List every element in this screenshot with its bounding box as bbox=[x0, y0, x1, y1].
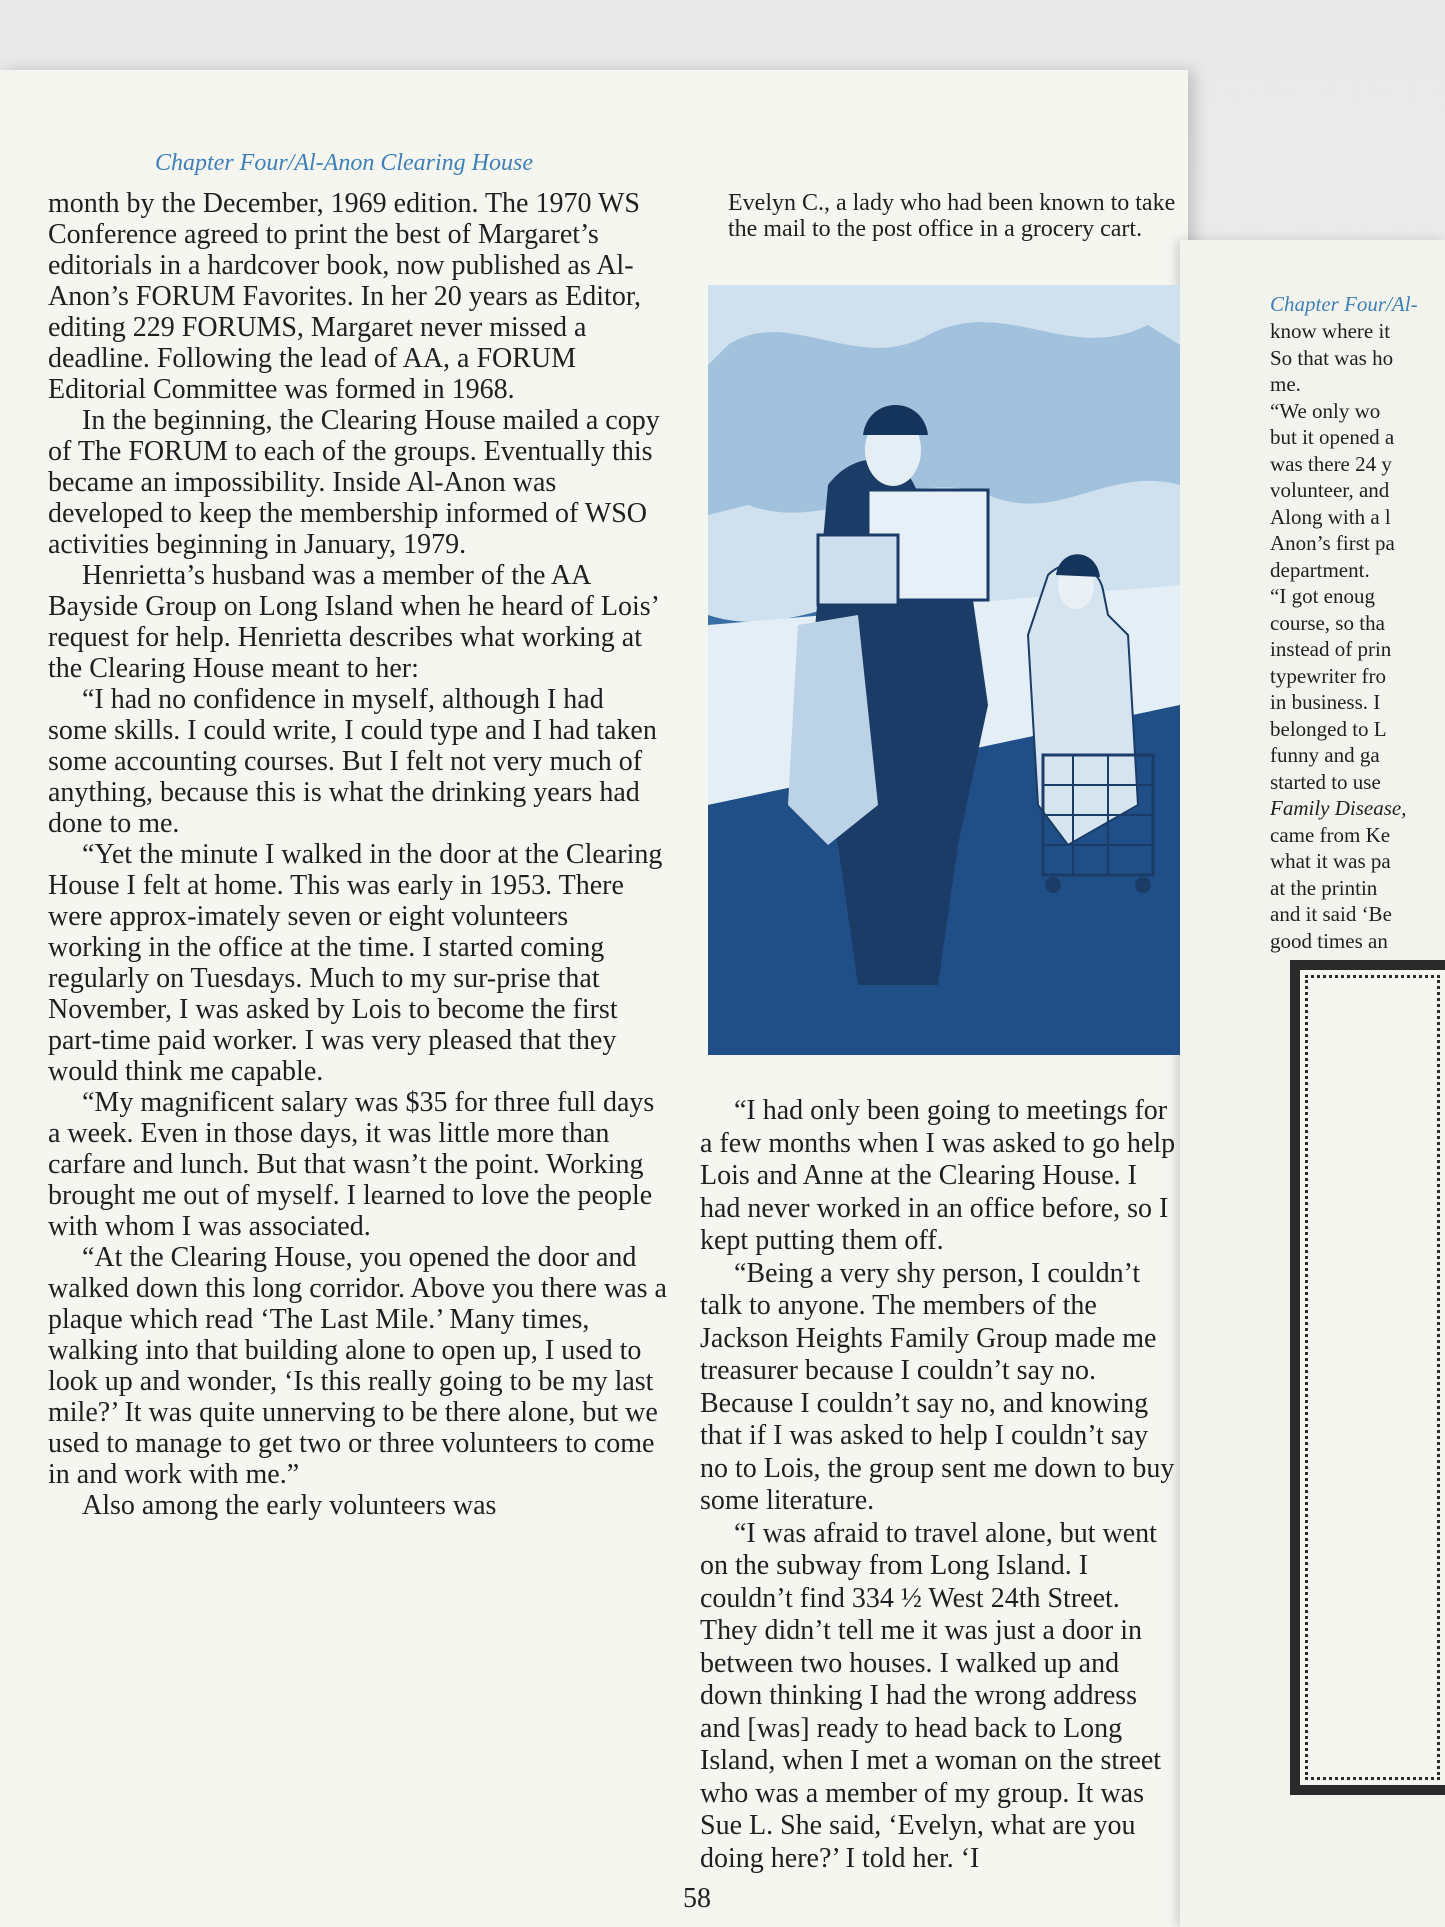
paragraph: Evelyn C., a lady who had been known to take the mail to the post office in a grocery cart. bbox=[728, 190, 1176, 242]
text-line: what it was pa bbox=[1270, 849, 1391, 873]
text-line: in business. I bbox=[1270, 690, 1381, 714]
text-line: and it said ‘Be bbox=[1270, 902, 1392, 926]
paragraph: “My magnificent salary was $35 for three full days a week. Even in those days, it was little more than carfare and lunch. But that wasn’t the point. Working brought me out of myself. I learned to love the people with whom I was associated. bbox=[48, 1087, 655, 1242]
text-line: department. bbox=[1270, 557, 1370, 582]
running-head: Chapter Four/Al-Anon Clearing House bbox=[155, 150, 533, 176]
paragraph: “I was afraid to travel alone, but went on the subway from Long Island. I couldn’t find 334 ½ West 24th Street. They didn’t tell me it was just a door in between two houses. I walked up and down thinking I had the wrong address and [was] ready to head back to Long Island, when I met a woman on the street who was a member of my group. It was Sue L. She said, ‘Evelyn, what are you doing here?’ I told her. ‘I bbox=[700, 1517, 1162, 1874]
text-column-right-bottom bbox=[700, 1095, 1180, 1875]
paragraph: Henrietta’s husband was a member of the AA Bayside Group on Long Island when he heard of Lois’ request for help. Henrietta describes what working at the Clearing House meant to her: bbox=[48, 560, 658, 684]
text-line: instead of prin bbox=[1270, 637, 1392, 661]
text-line: Family Disease, bbox=[1270, 796, 1407, 820]
text-line: typewriter fro bbox=[1270, 663, 1387, 688]
text-line: was there 24 y bbox=[1270, 451, 1392, 476]
text-line: So that was ho bbox=[1270, 345, 1394, 370]
paragraph: Also among the early volunteers was bbox=[82, 1490, 497, 1521]
text-line: course, so tha bbox=[1270, 610, 1385, 635]
paragraph: “I had only been going to meetings for a few months when I was asked to go help Lois and Anne at the Clearing House. I had never worked in an office before, so I kept putting them off. bbox=[700, 1095, 1176, 1256]
text-line: good times an bbox=[1270, 928, 1388, 953]
text-line: Anon’s first pa bbox=[1270, 531, 1395, 555]
text-line: “I got enoug bbox=[1270, 584, 1375, 608]
text-line: but it opened a bbox=[1270, 425, 1395, 449]
text-line: “We only wo bbox=[1270, 398, 1381, 423]
decorative-border-frame bbox=[1290, 960, 1445, 1795]
paragraph: In the beginning, the Clearing House mailed a copy of The FORUM to each of the groups. Eventually this became an impossibility. Inside Al-Anon was developed to keep the membership informed of WSO activities beginning in January, 1979. bbox=[48, 405, 660, 560]
paragraph: month by the December, 1969 edition. The 1970 WS Conference agreed to print the best of Margaret’s editorials in a hardcover book, now published as Al-Anon’s FORUM Favorites. In her 20 years as Editor, editing 229 FORUMS, Margaret never missed a deadline. Following the lead of AA, a FORUM Editorial Committee was formed in 1968. bbox=[48, 188, 642, 405]
text-line: me. bbox=[1270, 372, 1301, 396]
text-line: funny and ga bbox=[1270, 743, 1380, 767]
paragraph: “Yet the minute I walked in the door at the Clearing House I felt at home. This was early in 1953. There were approx-imately seven or eight volunteers working in the office at the time. I started coming regularly on Tuesdays. Much to my sur-prise that November, I was asked by Lois to become the first part-time paid worker. I was very pleased that they would think me capable. bbox=[48, 839, 663, 1087]
text-line: volunteer, and bbox=[1270, 478, 1390, 502]
text-column-right-top bbox=[728, 190, 1178, 242]
text-line: know where it bbox=[1270, 319, 1391, 343]
next-page-running-head: Chapter Four/Al- bbox=[1270, 292, 1418, 316]
paragraph: “I had no confidence in myself, although I had some skills. I could write, I could type and I had taken some accounting courses. But I felt not very much of anything, because this is what the drinking years had done to me. bbox=[48, 684, 657, 839]
page-number: 58 bbox=[683, 1883, 711, 1914]
text-line: Along with a l bbox=[1270, 504, 1391, 529]
text-line: came from Ke bbox=[1270, 822, 1391, 847]
illustration-artwork bbox=[708, 285, 1180, 1055]
paragraph: “Being a very shy person, I couldn’t talk to anyone. The members of the Jackson Heights Family Group made me treasurer because I couldn’t say no. Because I couldn’t say no, and knowing that if I was asked to help I couldn’t say no to Lois, the group sent me down to buy some literature. bbox=[700, 1257, 1175, 1516]
text-line: at the printin bbox=[1270, 875, 1378, 900]
next-page-text-column bbox=[1270, 318, 1445, 954]
illustration-women-carrying-boxes bbox=[708, 285, 1180, 1055]
text-line: belonged to L bbox=[1270, 716, 1387, 741]
text-column-left bbox=[48, 188, 668, 1521]
paragraph: “At the Clearing House, you opened the door and walked down this long corridor. Above you there was a plaque which read ‘The Last Mile.’ Many times, walking into that building alone to open up, I used to look up and wonder, ‘Is this really going to be my last mile?’ It was quite unnerving to be there alone, but we used to manage to get two or three volunteers to come in and work with me.” bbox=[48, 1242, 667, 1490]
text-line: started to use bbox=[1270, 769, 1381, 794]
